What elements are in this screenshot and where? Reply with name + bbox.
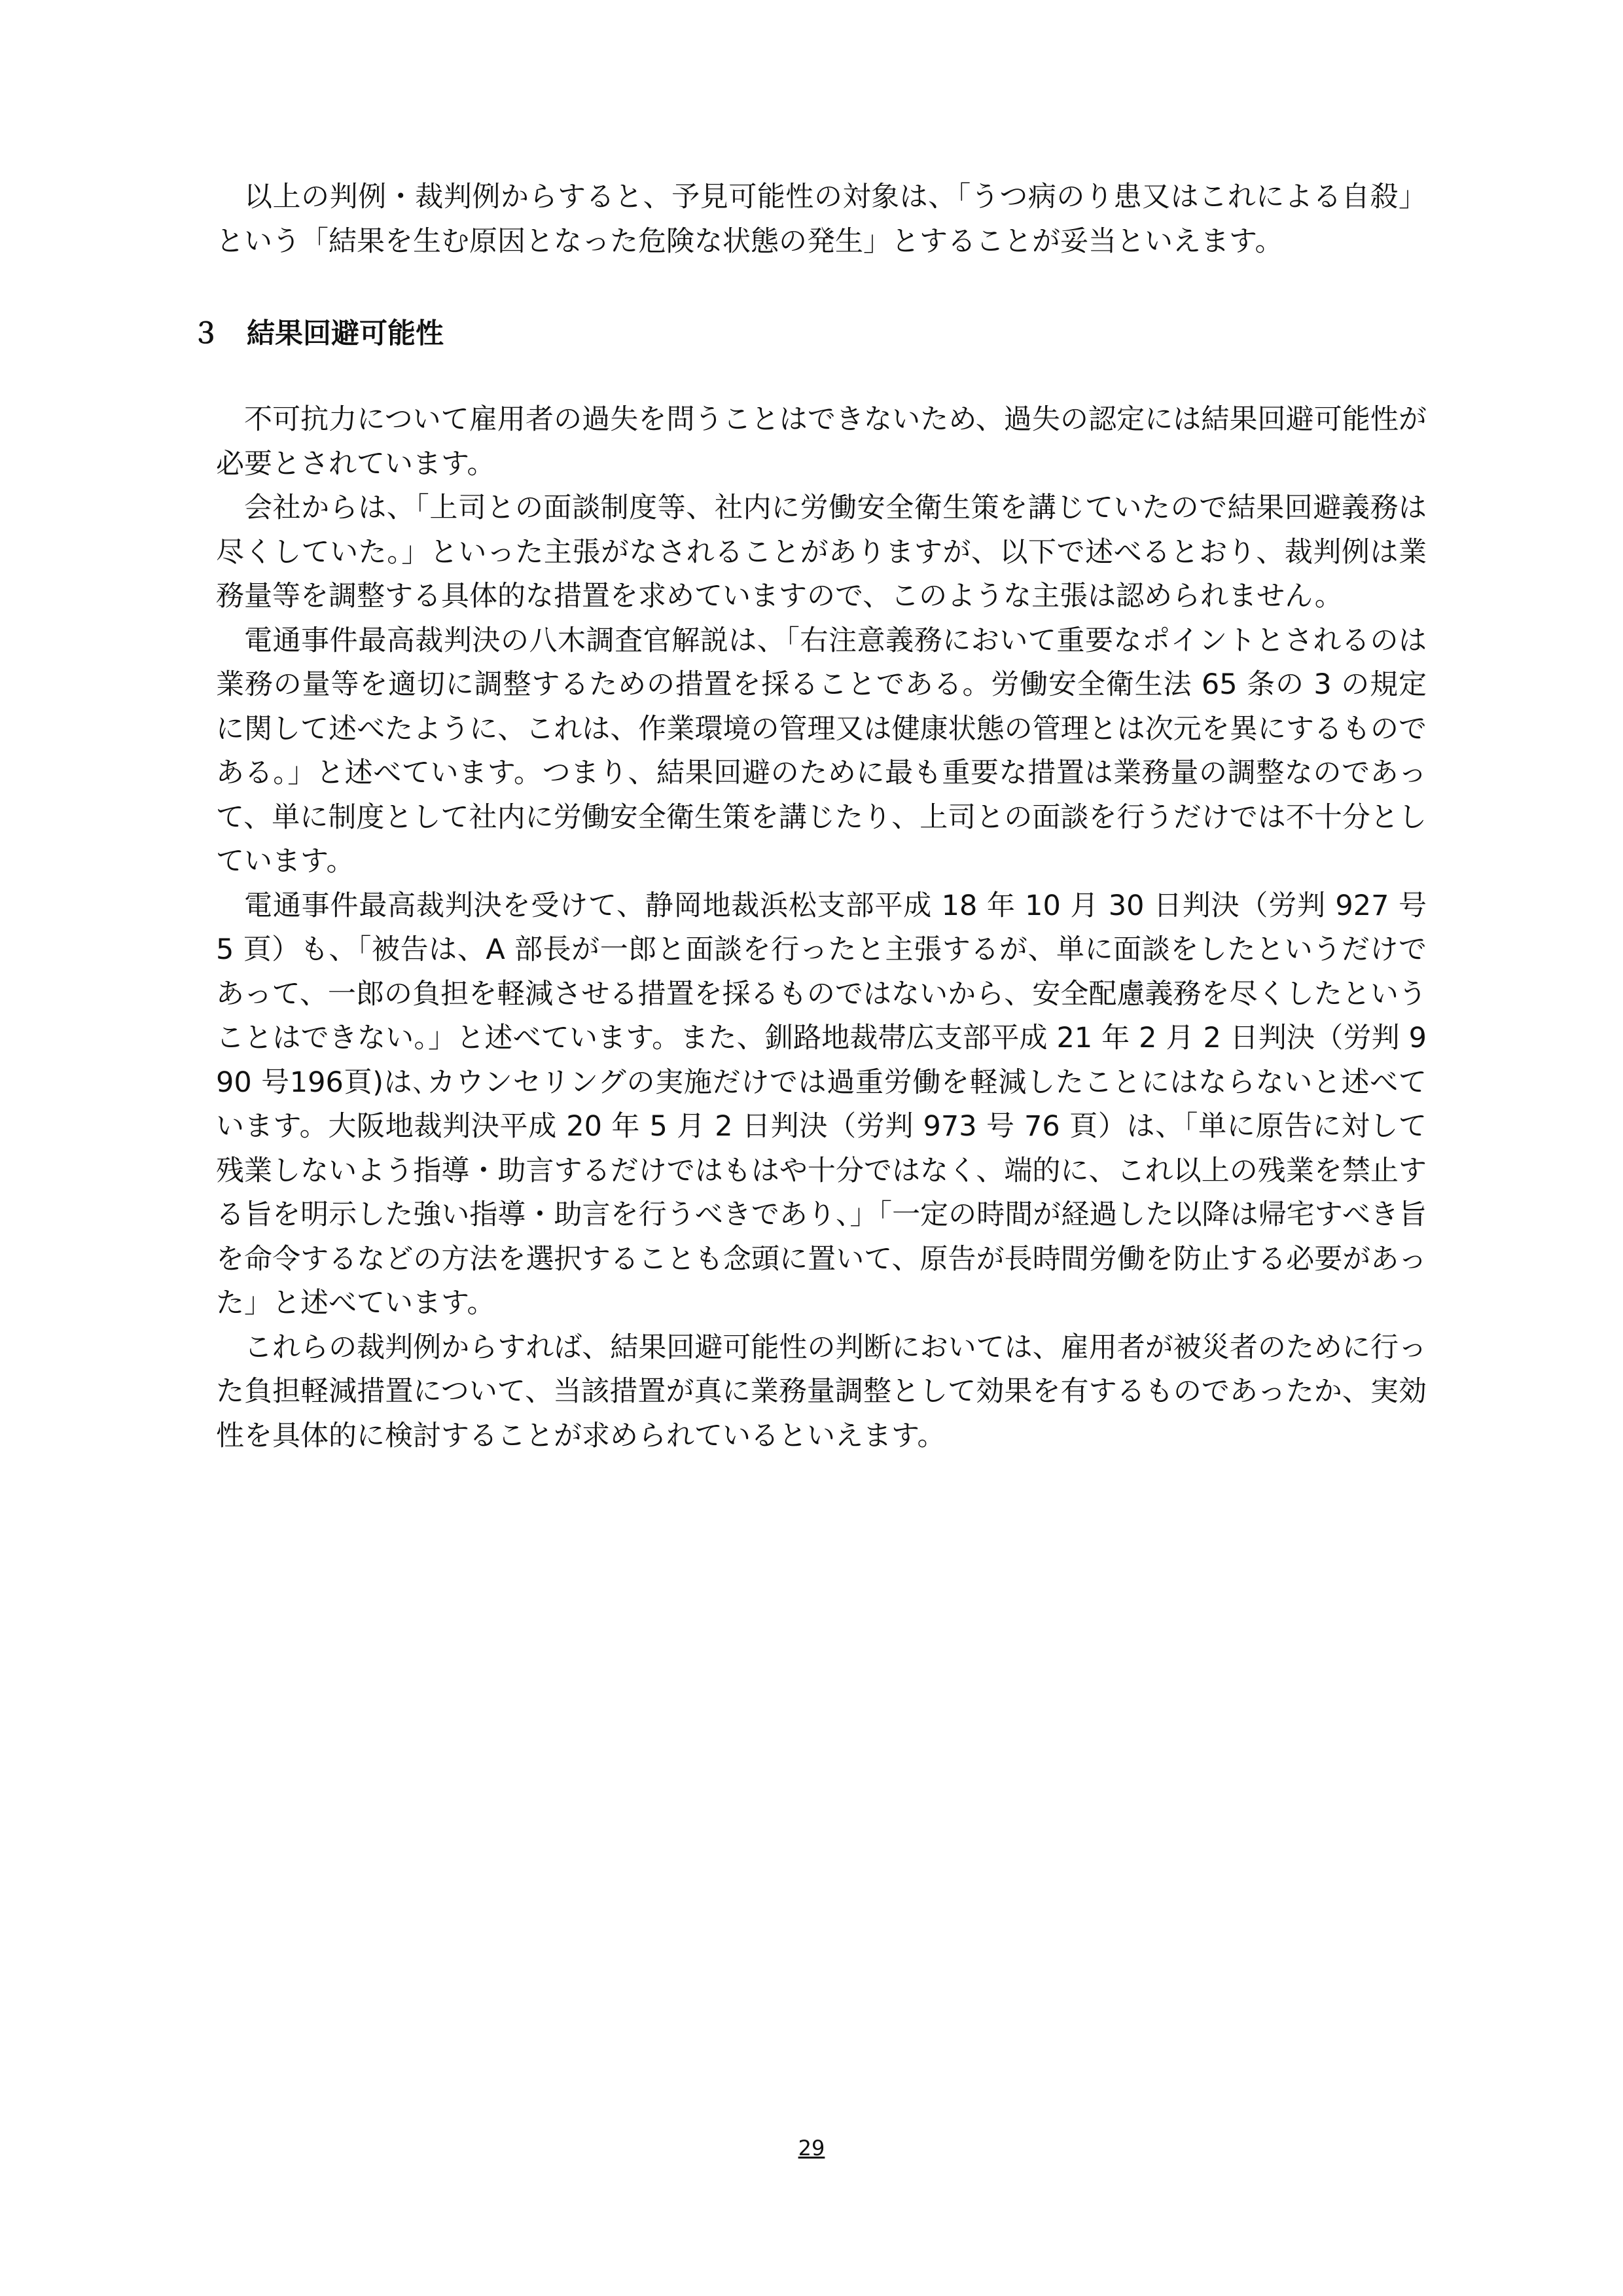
intro-section bbox=[216, 175, 1427, 264]
section-body bbox=[216, 398, 1427, 1458]
page-number: 29 bbox=[798, 2136, 825, 2161]
intro-paragraph: 以上の判例・裁判例からすると、予見可能性の対象は、「うつ病のり患又はこれによる自殺」という「結果を生む原因となった危険な状態の発生」とすることが妥当といえます。 bbox=[216, 181, 1427, 258]
body-paragraph: 電通事件最高裁判決を受けて、静岡地裁浜松支部平成 18 年 10 月 30 日判決（労判 927 号 5 頁）も、「被告は、A 部長が一郎と面談を行ったと主張するが、単に面談をしたというだけであって、一郎の負担を軽減させる措置を採るものではないから、安全配慮義務を尽くしたということはできない。」と述べています。また、釧路地裁帯広支部平成 21 年 2 月 2 日判決（労判 990 号196頁)は､カウンセリングの実施だけでは過重労働を軽減したことにはならないと述べています。大阪地裁判決平成 20 年 5 月 2 日判決（労判 973 号 76 頁）は、「単に原告に対して残業しないよう指導・助言するだけではもはや十分ではなく、端的に、これ以上の残業を禁止する旨を明示した強い指導・助言を行うべきであり、」「一定の時間が経過した以降は帰宅すべき旨を命令するなどの方法を選択することも念頭に置いて、原告が長時間労働を防止する必要があった」と述べています。 bbox=[216, 889, 1427, 1319]
body-paragraph: 電通事件最高裁判決の八木調査官解説は、「右注意義務において重要なポイントとされるのは業務の量等を適切に調整するための措置を採ることである。労働安全衛生法 65 条の 3 の規定に関して述べたように、これは、作業環境の管理又は健康状態の管理とは次元を異にするものである。」と述べています。つまり、結果回避のために最も重要な措置は業務量の調整なのであって、単に制度として社内に労働安全衛生策を講じたり、上司との面談を行うだけでは不十分としています。 bbox=[216, 624, 1427, 878]
body-paragraph: 会社からは、「上司との面談制度等、社内に労働安全衛生策を講じていたので結果回避義務は尽くしていた。」といった主張がなされることがありますが、以下で述べるとおり、裁判例は業務量等を調整する具体的な措置を求めていますので、このような主張は認められません。 bbox=[216, 492, 1427, 613]
section-number: ３ bbox=[192, 317, 220, 350]
section-heading bbox=[192, 313, 1422, 355]
body-paragraph: 不可抗力について雇用者の過失を問うことはできないため、過失の認定には結果回避可能性が必要とされています。 bbox=[216, 403, 1427, 480]
section-title: 結果回避可能性 bbox=[247, 317, 444, 350]
body-paragraph: これらの裁判例からすれば、結果回避可能性の判断においては、雇用者が被災者のために行った負担軽減措置について、当該措置が真に業務量調整として効果を有するものであったか、実効性を具体的に検討することが求められているといえます。 bbox=[216, 1331, 1427, 1452]
